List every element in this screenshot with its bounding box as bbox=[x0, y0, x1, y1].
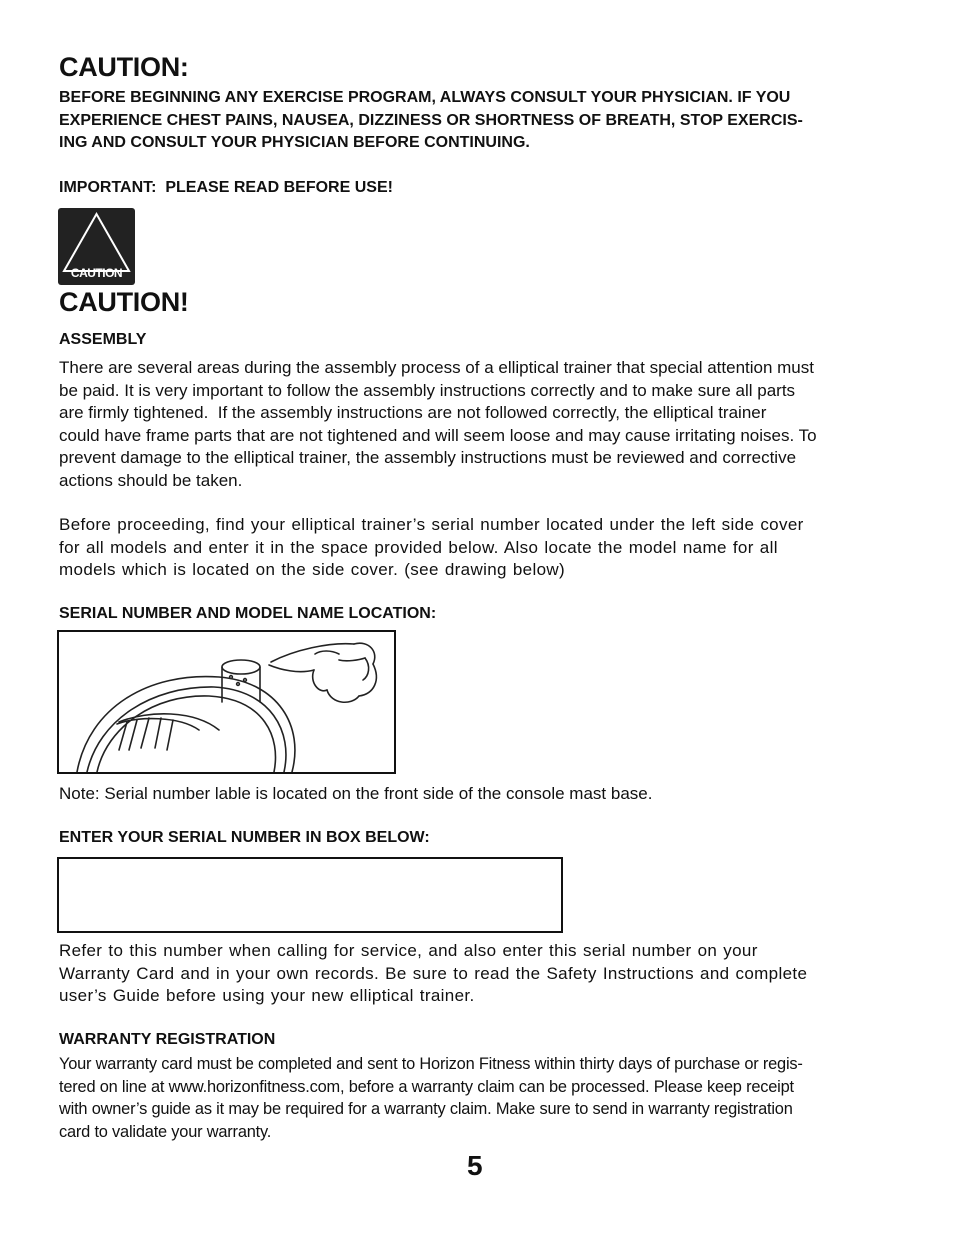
elliptical-drawing bbox=[59, 632, 394, 772]
text-line: actions should be taken. bbox=[59, 470, 243, 490]
caution-line: EXPERIENCE CHEST PAINS, NAUSEA, DIZZINESS OR SHORTNESS OF BREATH, STOP EXERCIS- bbox=[59, 111, 803, 129]
caution-line: BEFORE BEGINNING ANY EXERCISE PROGRAM, ALWAYS CONSULT YOUR PHYSICIAN. IF YOU bbox=[59, 89, 791, 106]
text-line: tered on line at www.horizonfitness.com, before a warranty claim can be processed. Please keep receipt bbox=[59, 1077, 794, 1096]
text-line: Refer to this number when calling for service, and also enter this serial number on your bbox=[59, 941, 758, 960]
assembly-text bbox=[59, 357, 939, 492]
caution-sign bbox=[58, 208, 135, 285]
text-line: with owner’s guide as it may be required for a warranty claim. Make sure to send in warranty registration bbox=[59, 1100, 793, 1118]
text-line: could have frame parts that are not tightened and will seem loose and may cause irritating noises. To bbox=[59, 425, 817, 445]
serial-number-input-box[interactable] bbox=[57, 857, 563, 933]
text-line: prevent damage to the elliptical trainer, the assembly instructions must be reviewed and corrective bbox=[59, 448, 797, 467]
caution-header: CAUTION: bbox=[59, 52, 189, 82]
serial-location-heading: SERIAL NUMBER AND MODEL NAME LOCATION: bbox=[59, 605, 437, 622]
important-notice: IMPORTANT: PLEASE READ BEFORE USE! bbox=[59, 179, 393, 196]
text-line: Before proceeding, find your elliptical trainer’s serial number located under the left side cover bbox=[59, 515, 804, 534]
text-line: be paid. It is very important to follow the assembly instructions correctly and to make sure all parts bbox=[59, 380, 796, 400]
caution-sign-label: CAUTION bbox=[70, 266, 123, 280]
text-line: card to validate your warranty. bbox=[59, 1122, 272, 1141]
text-line: Your warranty card must be completed and sent to Horizon Fitness within thirty days of purchase or regis- bbox=[59, 1055, 803, 1073]
proceed-text bbox=[59, 514, 939, 582]
serial-location-note: Note: Serial number lable is located on the front side of the console mast base. bbox=[59, 784, 653, 803]
enter-serial-heading: ENTER YOUR SERIAL NUMBER IN BOX BELOW: bbox=[59, 829, 430, 846]
text-line: user’s Guide before using your new elliptical trainer. bbox=[59, 986, 475, 1005]
caution-warning bbox=[59, 87, 939, 155]
text-line: for all models and enter it in the space provided below. Also locate the model name for all bbox=[59, 537, 778, 557]
serial-location-drawing bbox=[57, 630, 396, 774]
text-line: Warranty Card and in your own records. Be sure to read the Safety Instructions and complete bbox=[59, 963, 808, 983]
refer-text bbox=[59, 940, 939, 1008]
page-number: 5 bbox=[467, 1150, 483, 1181]
warranty-text bbox=[59, 1053, 939, 1143]
text-line: models which is located on the side cover. (see drawing below) bbox=[59, 560, 566, 579]
assembly-heading: ASSEMBLY bbox=[59, 331, 147, 348]
warranty-heading: WARRANTY REGISTRATION bbox=[59, 1031, 276, 1048]
serial-number-value bbox=[59, 859, 561, 907]
caution-title: CAUTION! bbox=[59, 287, 189, 317]
text-line: are firmly tightened. If the assembly instructions are not followed correctly, the elliptical trainer bbox=[59, 403, 767, 422]
text-line: There are several areas during the assembly process of a elliptical trainer that special attention must bbox=[59, 358, 814, 377]
caution-line: ING AND CONSULT YOUR PHYSICIAN BEFORE CONTINUING. bbox=[59, 134, 530, 151]
